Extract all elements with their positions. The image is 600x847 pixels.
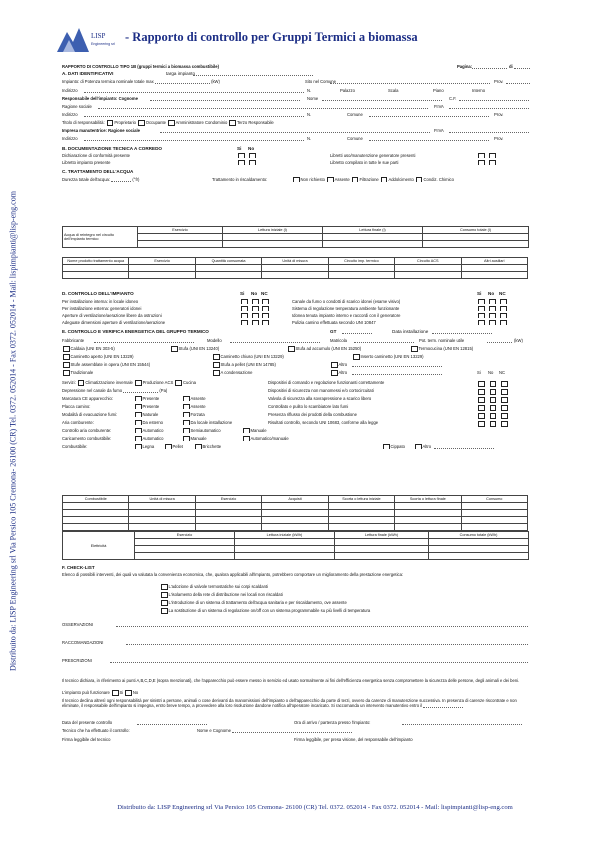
combustibile-line: Combustibile: Legna Pellet Bricchette Cippato Altro <box>62 444 530 449</box>
document-title: - Rapporto di controllo per Gruppi Termici a biomassa <box>125 30 418 44</box>
tecnico-line: Tecnico che ha effettuato il controllo: Nome e Cognome <box>62 728 530 733</box>
chemical-table: Nome prodotto trattamento acqua Esercizio Quantità consumata Unità di misura Circuito imp. termico Circuito ACS Altri ausiliari <box>62 257 528 279</box>
doc-line-2: Libretto impianto presente Libretto compilato in tutte le sue parti <box>62 160 530 165</box>
libretto-si-checkbox[interactable] <box>238 160 245 165</box>
controllo-aria-line: Controllo aria comburente: Automatico Semiautomatico Manuale <box>62 428 267 433</box>
section-e-title: E. CONTROLLO E VERIFICA ENERGETICA DEL GRUPPO TERMICO GT Data installazione <box>62 329 530 334</box>
water-table: Acqua di reintegro nel circuito dell'impianto termico Esercizio Lettura iniziale (l) Lettura finale (l) Consumo totale (l) <box>62 226 529 248</box>
proprietario-checkbox[interactable] <box>107 120 114 126</box>
brand-name: LISP <box>91 32 106 40</box>
dichiarazione-text: Il tecnico dichiara, in riferimento ai punti A,B,C,D,E (sopra menzionati), che l'apparecchio può essere messo in servizio ed usato normalmente ai fini dell'efficienza energetica senza compromettere la sicurezza delle persone, degli animali e dei beni. <box>62 678 520 683</box>
check-item-1: L'adozione di valvole termostatiche sui corpi scaldanti <box>160 584 520 590</box>
doc-line-1: Dichiarazione di conformità presente Libretti uso/manutenzione generatore presenti <box>62 153 530 158</box>
section-c-title: C. TRATTAMENTO DELL'ACQUA <box>62 169 134 174</box>
libretti-si-checkbox[interactable] <box>478 153 485 158</box>
tipologia-line-2: Caminetto aperto (UNI EN 13229) Caminetto chiuso (UNI EN 13229) Inserto caminetto (UNI EN 13229) <box>62 354 530 360</box>
risc-filtrazione-checkbox[interactable] <box>352 177 359 182</box>
declina-text: Il tecnico declina altresì ogni responsabilità per sinistri a persone, animali o cose derivanti da manomissioni dell'impianto o dell'apparecchio da parte di terzi, ovvero da carenze di manutenzione successiva. In presenza di carenze riscontrate e non eliminate, il responsabile dell'impianto si impegna, entro breve tempo, a provvedere alla loro risoluzione dandone notifica all'operatore incaricato. Si raccomanda un intervento manutentivo entro il <box>62 698 517 708</box>
verifica-line-6: Risultati controllo, secondo UNI 10683, conforme alla legge <box>268 420 379 425</box>
data-controllo-line: Data del presente controllo Ora di arrivo / partenza presso l'impianto: <box>62 720 530 725</box>
tipologia-line-1: Caldaia (UNI EN 303-5) Stufa (UNI EN 13240) Stufa ad accumulo (UNI EN 15250) Termocucina (UNI EN 12815) <box>62 346 530 352</box>
puo-funzionare-no-checkbox[interactable] <box>125 690 132 696</box>
libretto-no-checkbox[interactable] <box>249 160 256 165</box>
controllo-line-1: Per installazione interna: in locale idoneo Canale da fumo o condotti di scarico idonei (esame visivo) <box>62 299 530 304</box>
risc-non-richiesto-checkbox[interactable] <box>293 177 300 182</box>
libretti-no-checkbox[interactable] <box>489 153 496 158</box>
tipologia-line-3: Stufe assemblate in opera (UNI EN 15544) Stufa a pellet (UNI EN 14785) Altro <box>62 362 530 368</box>
controllo-line-3: Aperture di ventilazione/aerazione libere da ostruzioni Idonea tenuta impianto interno e raccordi con il generatore <box>62 313 530 318</box>
occupante-checkbox[interactable] <box>138 120 145 126</box>
combustibile-table: Combustibile Unità di misura Esercizio Acquisti Scorta o lettura iniziale Scorta o lettura finale Consumo <box>62 495 528 531</box>
elettricita-label: Elettricità <box>63 532 135 560</box>
raccomandazioni-line: RACCOMANDAZIONI <box>62 640 530 645</box>
fabbricante-line: Fabbricante Modello Matricola Pot. term. nominale utile (kW) <box>62 338 523 343</box>
risc-condiz-checkbox[interactable] <box>416 177 423 182</box>
dich-no-checkbox[interactable] <box>249 153 256 158</box>
dich-si-checkbox[interactable] <box>238 153 245 158</box>
tratt-risc-line: Durezza totale dell'acqua: (°fr) Trattamento in riscaldamento: Non richiesto Assente Filtrazione Addolcimento Condiz. Chimico <box>62 177 454 182</box>
compilato-no-checkbox[interactable] <box>489 160 496 165</box>
aria-line: Aria comburente: Da esterno Da locale installazione <box>62 420 233 425</box>
risc-assente-checkbox[interactable] <box>327 177 334 182</box>
tipologia-line-4: Tradizionale A condensazione Altro Si No NC <box>62 370 530 376</box>
titolo-line: Titolo di responsabilità: Proprietario Occupante Amministratore Condominio Terzo Responsabile <box>62 120 274 125</box>
document-header <box>55 22 575 58</box>
controllo-line-4: Adeguate dimensioni aperture di ventilazione/aerazione Pulizia camino effettuata secondo UNI 10847 <box>62 320 530 325</box>
controllo-line-2: Per installazione esterna: generatori idonei Sistema di regolazione temperatura ambiente funzionante <box>62 306 530 311</box>
impianto-line: Impianto: di Potenza termica nominale totale max (kW) Sito nel Comune Prov. <box>62 79 530 84</box>
compilato-si-checkbox[interactable] <box>478 160 485 165</box>
depressione-line: Depressione nel canale da fumo (Pa) <box>62 388 168 393</box>
impresa-line: Impresa manutentrice: Ragione sociale P.IVA <box>62 128 530 133</box>
servizi-line: Servizi: Climatizzazione invernale Produzione ACS Cucina <box>62 380 197 385</box>
section-b-title: B. DOCUMENTAZIONE TECNICA A CORREDO Si No <box>62 146 255 151</box>
firma-line: Firma leggibile del tecnico Firma leggibile, per presa visione, del responsabile dell'impianto <box>62 737 413 742</box>
amministratore-checkbox[interactable] <box>168 120 175 126</box>
section-d-title: D. CONTROLLO DELL'IMPIANTO Si No NC Si No NC <box>62 291 506 296</box>
indirizzo-line-2: Indirizzo N. Comune Prov. <box>62 112 504 117</box>
evacuazione-line: Modalità di evacuazione fumi: Naturale Forzata <box>62 412 205 417</box>
sidebar-distributor-text: Distribuito da: LISP Engineering srl Via Persico 105 Cremona- 26100 (CR) Tel. 0372. 052014 - Fax 0372. 052014 - Mail: lispimpianti@lisp-eng.com <box>8 190 18 671</box>
verifica-line-2: Dispositivi di sicurezza non manomessi e/o cortocircuitati <box>268 388 374 393</box>
verifica-checkboxes <box>477 380 517 428</box>
verifica-line-4: Controllato e pulito lo scambiatore lato fumi <box>268 404 349 409</box>
water-table-label: Acqua di reintegro nel circuito dell'impianto termico <box>63 227 138 248</box>
section-a-title: A. DATI IDENTIFICATIVI targa impianto <box>62 71 530 76</box>
check-item-2: L'isolamento della rete di distribuzione nei locali non riscaldati <box>160 592 520 598</box>
verifica-line-3: Valvola di sicurezza alla sovrapressione a scarico libero <box>268 396 372 401</box>
indirizzo-line-3: Indirizzo N. Comune Prov. <box>62 136 504 141</box>
footer-distributor: Distribuito da: LISP Engineering srl Via Persico 105 Cremona- 26100 (CR) Tel. 0372. 052014 - Fax 0372. 052014 - Mail: lispimpianti@lisp-eng.com <box>117 804 513 811</box>
check-item-3: L'introduzione di un sistema di trattamento dell'acqua sanitaria e per riscaldamento, ove assente <box>160 600 520 606</box>
puo-funzionare-si-checkbox[interactable] <box>112 690 119 696</box>
rapporto-line: RAPPORTO DI CONTROLLO TIPO 1B (gruppi termici a biomassa combustibile) Pagina: di <box>62 64 530 69</box>
section-f-title: F. CHECK-LIST <box>62 565 95 570</box>
caricamento-line: Caricamento combustibile: Automatico Manuale Automatico/manuale <box>62 436 289 441</box>
check-item-4: La sostituzione di un sistema di regolazione on/off con un sistema programmabile su più livelli di temperatura <box>160 608 520 614</box>
elettricita-table: Elettricità Esercizio Lettura iniziale (kWh) Lettura finale (kWh) Consumo totale (kWh) <box>62 531 529 560</box>
verifica-line-5: Presenza riflusso dei prodotti della combustione <box>268 412 357 417</box>
ragione-line: Ragione sociale P.IVA <box>62 104 530 109</box>
puo-funzionare-line: L'impianto può funzionare Si No <box>62 690 139 695</box>
placca-line: Placca camino: Presente Assente <box>62 404 206 409</box>
responsabile-line: Responsabile dell'impianto: Cognome Nome C.F. <box>62 96 530 101</box>
marcatura-line: Marcatura CE apparecchio: Presente Assente <box>62 396 206 401</box>
lisp-logo-icon <box>55 22 115 56</box>
check-list-intro: Elenco di possibili interventi, dei quali va valutata la convenienza economica, che, qualora applicabili all'impianto, potrebbero comportare un miglioramento della prestazione energetica: <box>62 572 404 577</box>
prescrizioni-line: PRESCRIZIONI <box>62 658 530 663</box>
terzo-checkbox[interactable] <box>229 120 236 126</box>
indirizzo-line-1: Indirizzo N. Palazzo Scala Piano Interno <box>62 88 486 93</box>
osservazioni-line: OSSERVAZIONI <box>62 622 530 627</box>
brand-sub: Engineering srl <box>91 42 115 46</box>
verifica-line-1: Dispositivi di comando e regolazione funzionanti correttamente <box>268 380 385 385</box>
risc-addolcimento-checkbox[interactable] <box>381 177 388 182</box>
